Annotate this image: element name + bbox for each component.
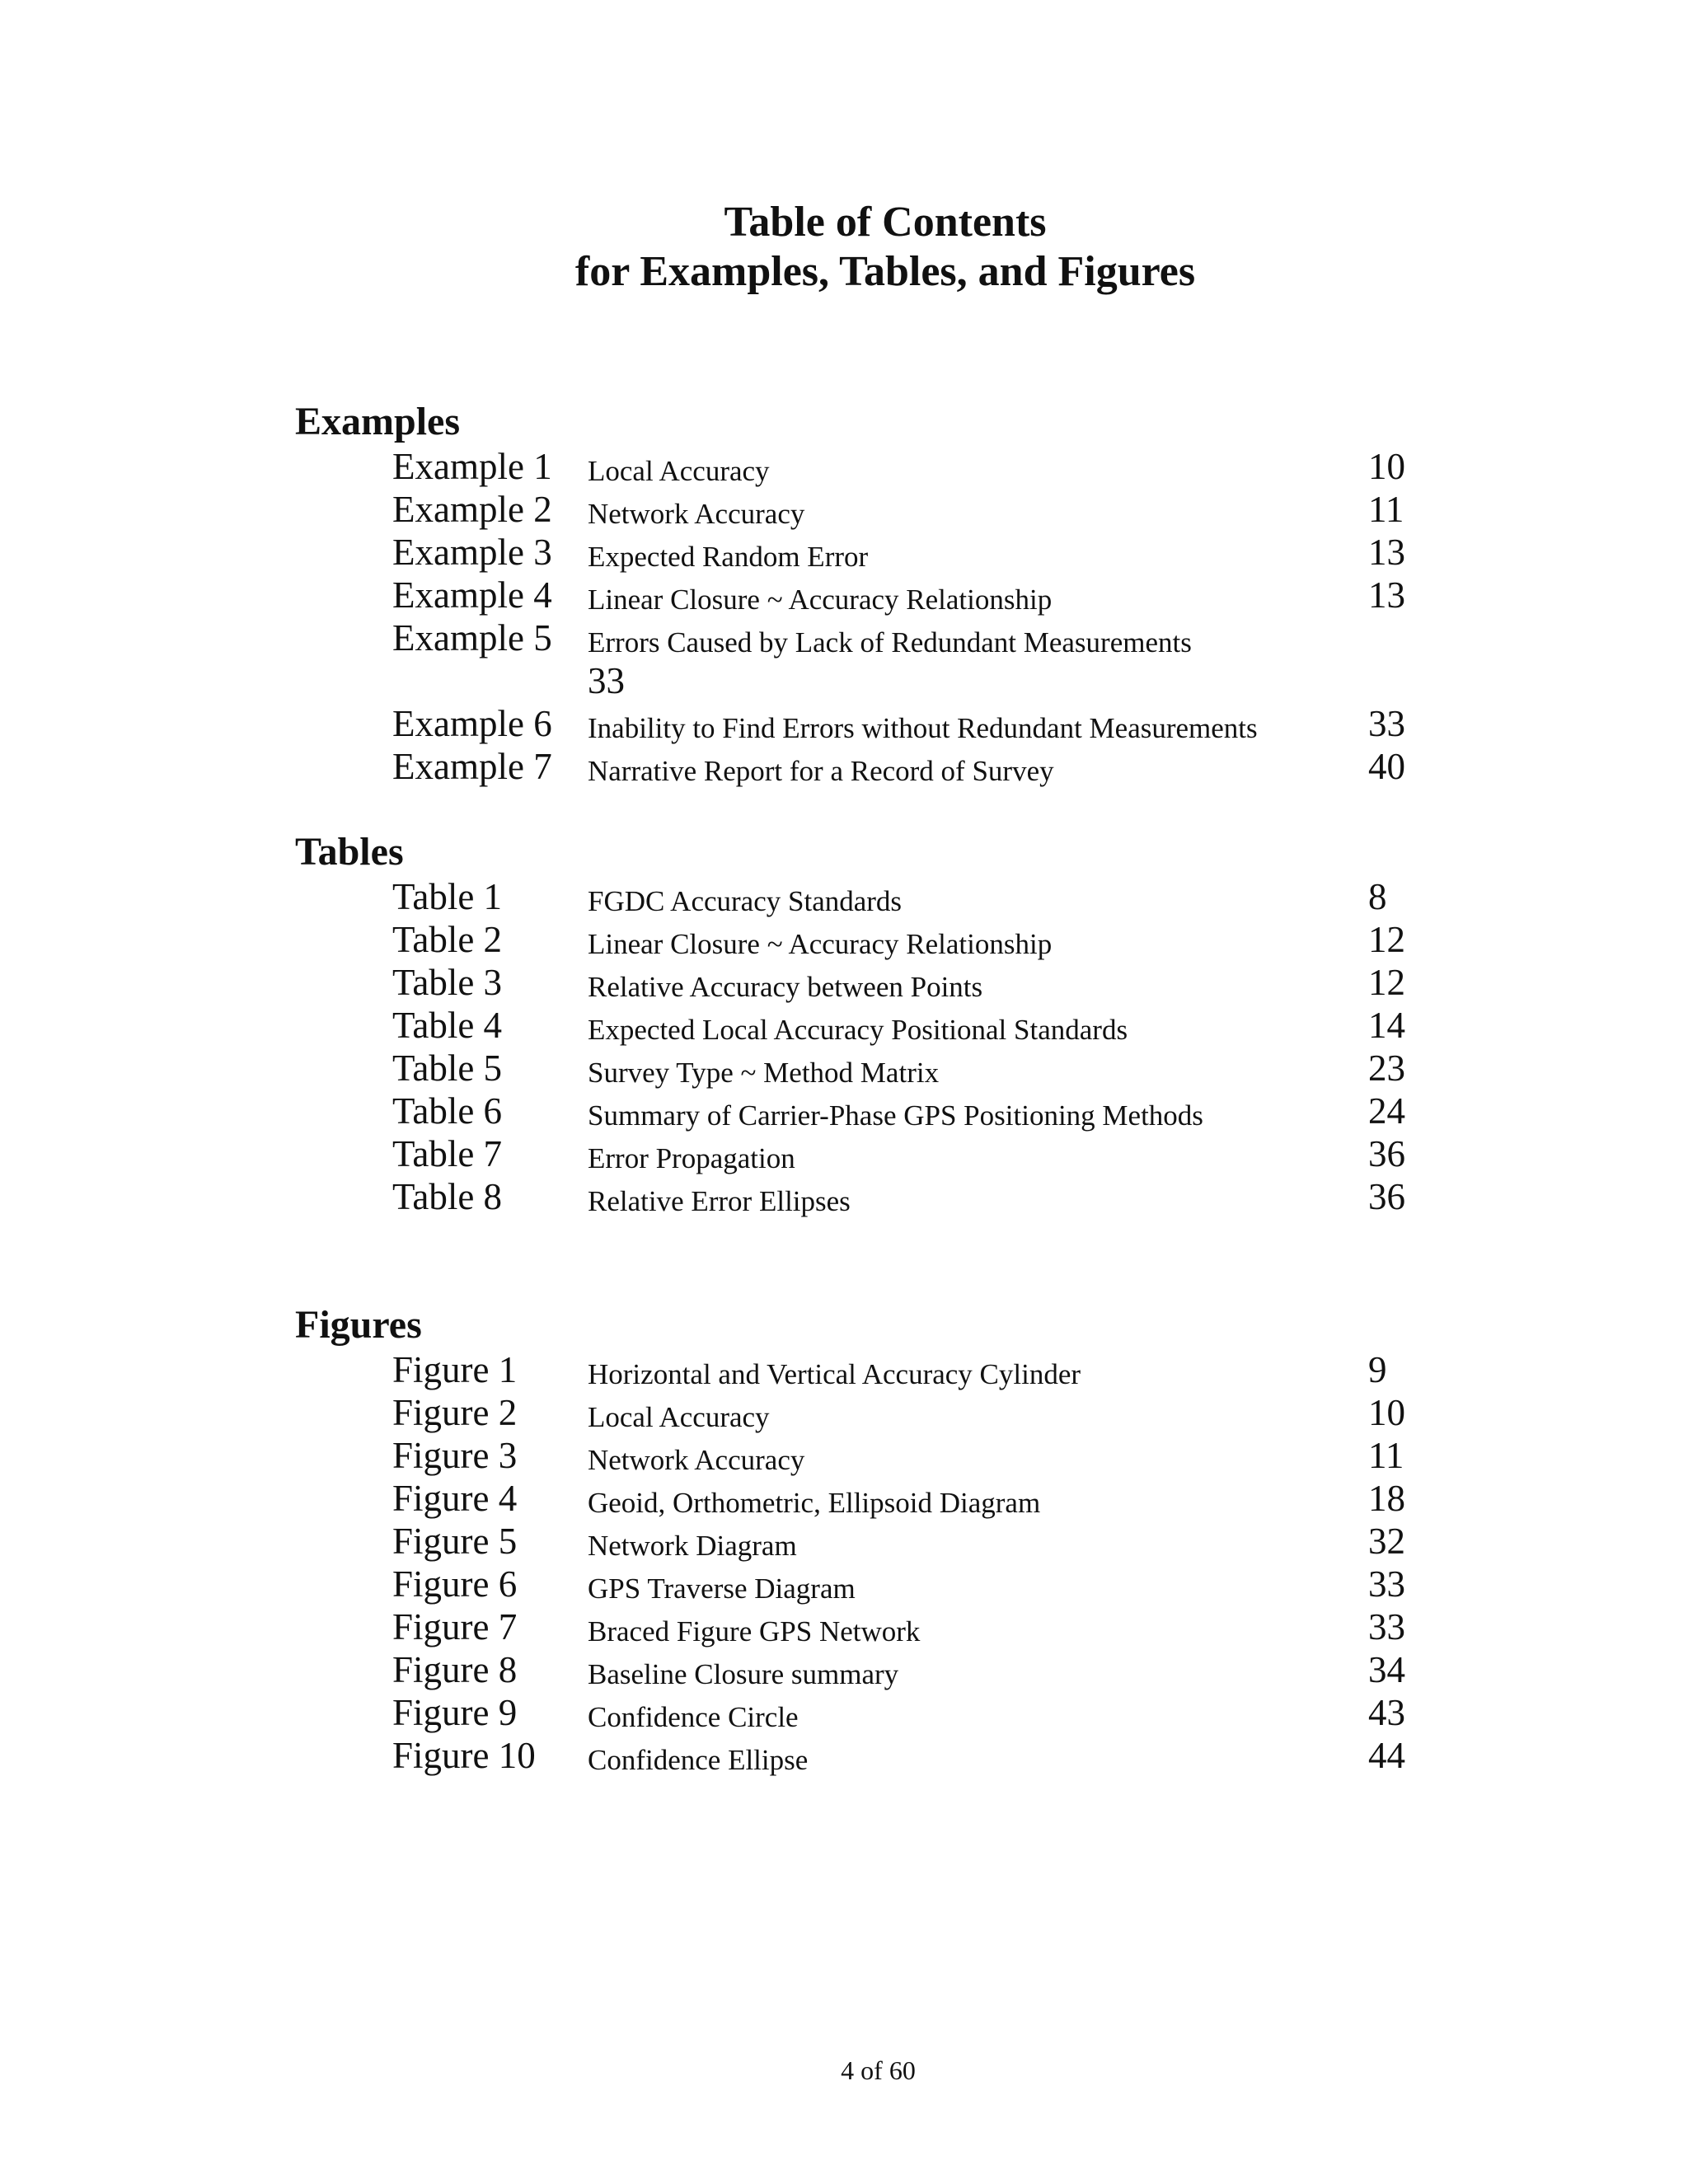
entry-description: Network Accuracy [588, 498, 805, 530]
toc-entry-table-5[interactable] [0, 1047, 1688, 1090]
entry-description: Local Accuracy [588, 1401, 770, 1433]
entry-page-number: 43 [1368, 1692, 1405, 1733]
entry-label: Table 6 [392, 1090, 503, 1132]
entry-description: Relative Accuracy between Points [588, 971, 983, 1003]
toc-entry-table-1[interactable] [0, 875, 1688, 918]
toc-entry-example-3[interactable] [0, 531, 1688, 574]
entry-page-number: 9 [1368, 1349, 1387, 1390]
entry-page-number: 33 [1368, 703, 1405, 744]
entry-label: Figure 9 [392, 1692, 518, 1733]
entry-description: Narrative Report for a Record of Survey [588, 755, 1054, 787]
toc-entry-figure-3[interactable] [0, 1434, 1688, 1477]
entry-description: Error Propagation [588, 1142, 795, 1174]
entry-label: Table 5 [392, 1047, 503, 1089]
entry-label: Figure 5 [392, 1521, 518, 1562]
entry-page-number: 44 [1368, 1735, 1405, 1776]
entry-page-number: 18 [1368, 1478, 1405, 1519]
toc-entry-example-2[interactable] [0, 488, 1688, 531]
entry-description: Braced Figure GPS Network [588, 1615, 921, 1647]
entry-description: Confidence Circle [588, 1701, 799, 1733]
entry-description: Local Accuracy [588, 455, 770, 487]
entry-description: Survey Type ~ Method Matrix [588, 1057, 940, 1089]
entry-page-number: 33 [1368, 1606, 1405, 1647]
entry-page-number: 24 [1368, 1090, 1405, 1132]
entry-description: Network Diagram [588, 1530, 797, 1562]
entry-label: Table 8 [392, 1176, 503, 1217]
toc-entry-table-4[interactable] [0, 1004, 1688, 1047]
toc-entry-figure-10[interactable] [0, 1734, 1688, 1777]
total-pages-number: 60 [889, 2055, 916, 2085]
entry-label: Figure 6 [392, 1563, 518, 1605]
entry-description: FGDC Accuracy Standards [588, 885, 903, 917]
entry-description: Summary of Carrier-Phase GPS Positioning Methods [588, 1099, 1203, 1132]
toc-entry-example-5[interactable] [0, 616, 1688, 701]
page-title: Table of Contents [724, 199, 1047, 246]
entry-label: Example 3 [392, 532, 552, 573]
entry-page-number: 40 [1368, 746, 1405, 787]
entry-page-number: 13 [1368, 574, 1405, 616]
current-page-number: 4 [841, 2055, 855, 2085]
page-subtitle: for Examples, Tables, and Figures [574, 248, 1196, 295]
entry-label: Example 1 [392, 446, 552, 487]
toc-entry-table-3[interactable] [0, 961, 1688, 1004]
entry-label: Example 5 [392, 617, 552, 658]
entry-page-number: 14 [1368, 1005, 1405, 1046]
entry-label: Table 4 [392, 1005, 503, 1046]
entry-label: Figure 7 [392, 1606, 518, 1647]
entry-label: Figure 1 [392, 1349, 518, 1390]
toc-entry-figure-7[interactable] [0, 1605, 1688, 1648]
page-footer [0, 2054, 1688, 2087]
entry-label: Table 2 [392, 919, 503, 960]
entry-description: Baseline Closure summary [588, 1658, 899, 1690]
toc-entry-figure-6[interactable] [0, 1563, 1688, 1605]
toc-entry-figure-2[interactable] [0, 1391, 1688, 1434]
toc-entry-example-6[interactable] [0, 702, 1688, 745]
toc-entry-figure-1[interactable] [0, 1348, 1688, 1391]
page-of-label: of [860, 2055, 883, 2085]
entry-page-number: 10 [1368, 1392, 1405, 1433]
entry-page-number: 11 [1368, 489, 1404, 530]
entry-page-number: 33 [588, 660, 625, 701]
entry-description: Linear Closure ~ Accuracy Relationship [588, 928, 1053, 960]
entry-page-number: 12 [1368, 919, 1405, 960]
entry-label: Table 3 [392, 962, 503, 1003]
entry-page-number: 34 [1368, 1649, 1405, 1690]
entry-description: Errors Caused by Lack of Redundant Measurements [588, 626, 1192, 658]
entry-label: Figure 8 [392, 1649, 518, 1690]
toc-entry-example-1[interactable] [0, 445, 1688, 488]
entry-description: Expected Random Error [588, 541, 869, 573]
toc-entry-figure-5[interactable] [0, 1520, 1688, 1563]
entry-page-number: 13 [1368, 532, 1405, 573]
entry-label: Figure 4 [392, 1478, 518, 1519]
entry-page-number: 12 [1368, 962, 1405, 1003]
entry-label: Figure 10 [392, 1735, 536, 1776]
entry-description: Confidence Ellipse [588, 1744, 809, 1776]
entry-description: Linear Closure ~ Accuracy Relationship [588, 583, 1053, 616]
entry-description: GPS Traverse Diagram [588, 1572, 856, 1605]
entry-page-number: 32 [1368, 1521, 1405, 1562]
entry-description: Horizontal and Vertical Accuracy Cylinder [588, 1358, 1081, 1390]
entry-label: Figure 3 [392, 1435, 518, 1476]
entry-label: Example 4 [392, 574, 552, 616]
entry-label: Table 7 [392, 1133, 503, 1174]
figures-heading: Figures [295, 1303, 422, 1347]
entry-description: Inability to Find Errors without Redundant Measurements [588, 712, 1258, 744]
toc-entry-figure-4[interactable] [0, 1477, 1688, 1520]
toc-entry-example-7[interactable] [0, 745, 1688, 788]
entry-label: Example 7 [392, 746, 552, 787]
entry-description: Relative Error Ellipses [588, 1185, 851, 1217]
tables-heading: Tables [295, 830, 404, 874]
toc-entry-figure-9[interactable] [0, 1691, 1688, 1734]
toc-entry-figure-8[interactable] [0, 1648, 1688, 1691]
toc-entry-example-4[interactable] [0, 574, 1688, 616]
examples-heading: Examples [295, 400, 461, 443]
entry-page-number: 11 [1368, 1435, 1404, 1476]
toc-entry-table-7[interactable] [0, 1132, 1688, 1175]
entry-page-number: 33 [1368, 1563, 1405, 1605]
entry-page-number: 36 [1368, 1133, 1405, 1174]
entry-label: Figure 2 [392, 1392, 518, 1433]
entry-page-number: 23 [1368, 1047, 1405, 1089]
entry-page-number: 8 [1368, 876, 1387, 917]
toc-entry-table-6[interactable] [0, 1090, 1688, 1132]
toc-entry-table-8[interactable] [0, 1175, 1688, 1218]
entry-label: Example 6 [392, 703, 552, 744]
toc-entry-table-2[interactable] [0, 918, 1688, 961]
entry-description: Expected Local Accuracy Positional Standards [588, 1014, 1128, 1046]
entry-page-number: 36 [1368, 1176, 1405, 1217]
entry-description: Network Accuracy [588, 1444, 805, 1476]
entry-label: Table 1 [392, 876, 503, 917]
entry-description: Geoid, Orthometric, Ellipsoid Diagram [588, 1487, 1041, 1519]
entry-label: Example 2 [392, 489, 552, 530]
entry-page-number: 10 [1368, 446, 1405, 487]
